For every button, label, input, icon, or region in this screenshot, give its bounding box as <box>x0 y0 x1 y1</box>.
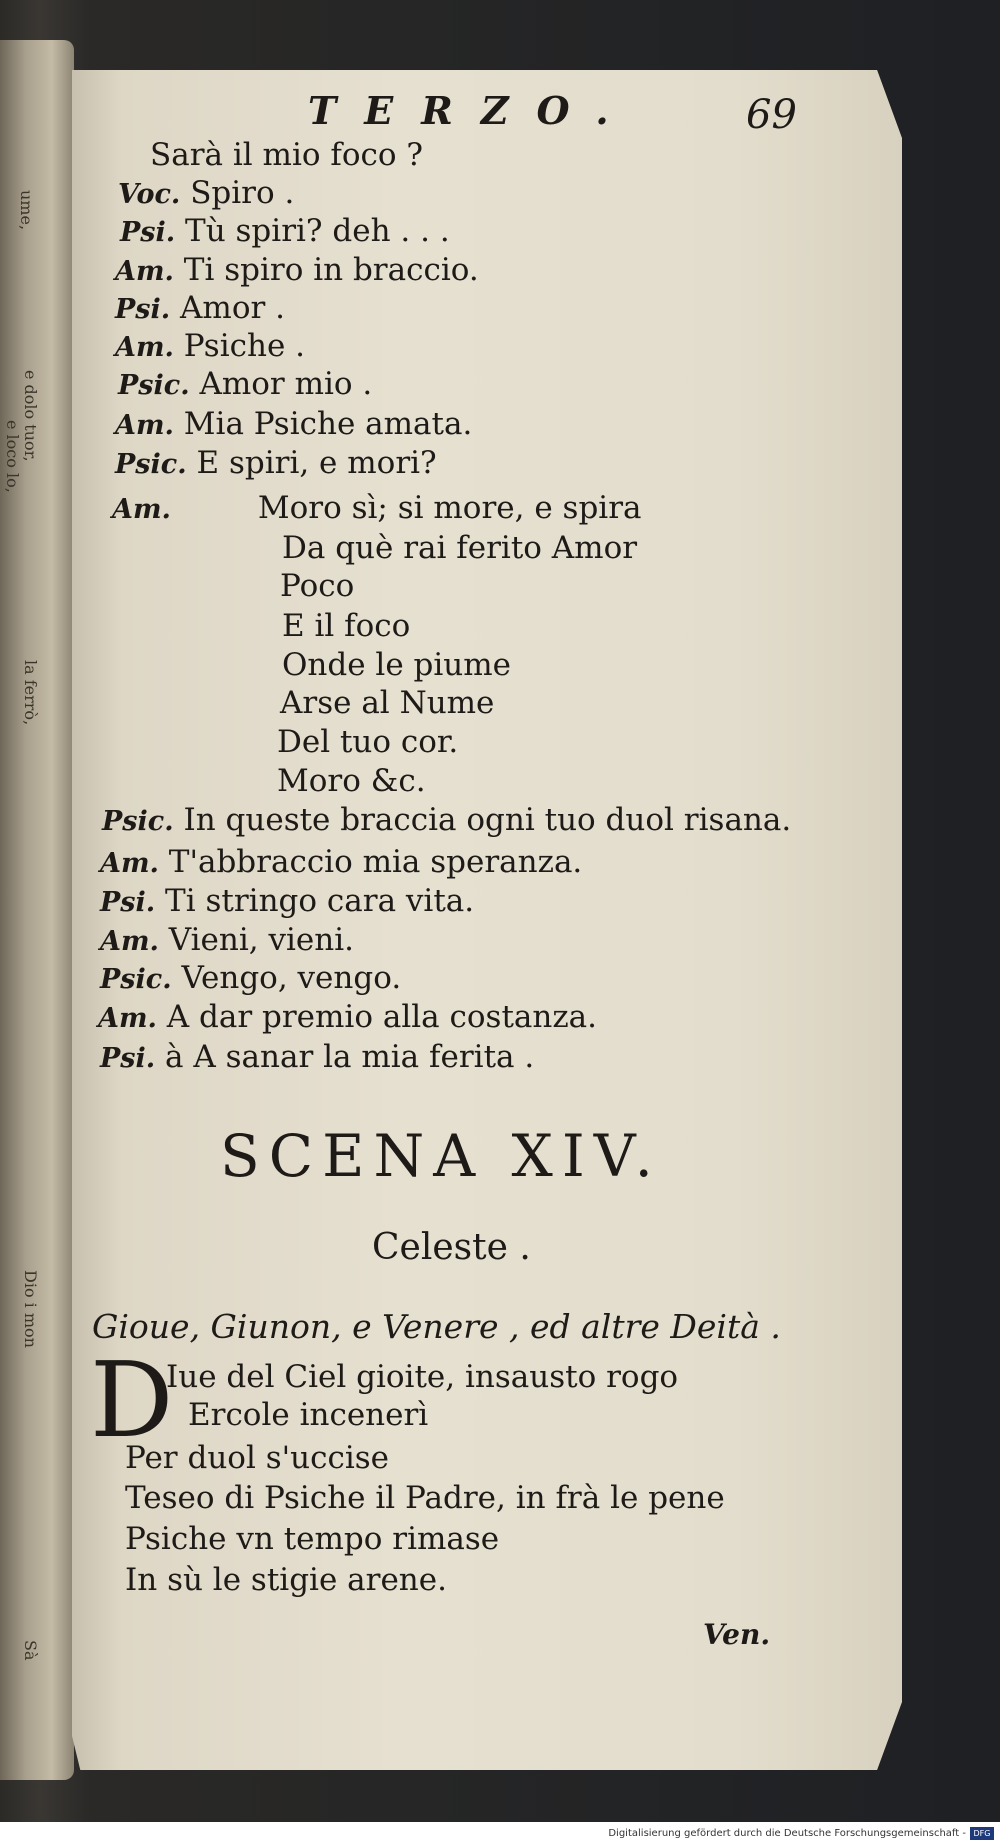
dialogue-text: Psiche . <box>183 328 306 364</box>
footer-bar <box>0 1822 1000 1846</box>
dialogue-line <box>115 252 479 288</box>
dialogue-line <box>100 844 583 880</box>
aria-line: Poco <box>280 568 355 604</box>
speaker-label: Am. <box>115 332 174 363</box>
dialogue-line <box>118 366 373 402</box>
dialogue-line <box>115 406 473 442</box>
prev-fragment: ume, <box>17 190 36 231</box>
speaker-label: Am. <box>98 1003 157 1034</box>
speaker-label: Psic. <box>115 449 187 480</box>
dialogue-line <box>118 175 295 211</box>
dialogue-text: Sarà il mio foco ? <box>150 137 424 173</box>
scene-cast: Gioue, Giunon, e Venere , ed altre Deità . <box>92 1307 781 1346</box>
dialogue-line <box>112 490 642 526</box>
catchword: Ven. <box>703 1618 771 1651</box>
prev-fragment: e loco lo, <box>3 420 22 493</box>
dialogue-text: Mia Psiche amata. <box>183 406 473 442</box>
scene-heading: SCENA XIV. <box>220 1122 662 1190</box>
dialogue-text: Vengo, vengo. <box>181 960 402 996</box>
dialogue-text: Amor . <box>180 290 286 326</box>
dialogue-text: A dar premio alla costanza. <box>166 999 598 1035</box>
aria-line: Del tuo cor. <box>277 724 459 760</box>
dialogue-line <box>102 802 792 838</box>
dialogue-text: E spiri, e mori? <box>196 445 437 481</box>
dialogue-text: Tù spiri? deh . . . <box>185 213 450 249</box>
aria-line: Moro &c. <box>277 763 426 799</box>
verse-line: In sù le stigie arene. <box>125 1562 447 1598</box>
prev-fragment: la ferrò, <box>21 660 40 726</box>
verse-line: Iue del Ciel gioite, insausto rogo <box>166 1359 679 1395</box>
dialogue-line <box>120 213 450 249</box>
running-title: TERZO. <box>308 88 637 133</box>
aria-line: Arse al Nume <box>280 685 495 721</box>
dialogue-line <box>98 999 598 1035</box>
speaker-label: Psi. <box>115 294 171 325</box>
dialogue-text: T'abbraccio mia speranza. <box>168 844 583 880</box>
dialogue-line <box>115 290 286 326</box>
dialogue-text: In queste braccia ogni tuo duol risana. <box>183 802 792 838</box>
speaker-label: Am. <box>100 926 159 957</box>
aria-line: Onde le piume <box>282 647 512 683</box>
dialogue-text: Ti spiro in braccio. <box>183 252 479 288</box>
dialogue-text: Vieni, vieni. <box>168 922 354 958</box>
speaker-label: Psic. <box>100 964 172 995</box>
scene-place: Celeste . <box>372 1227 531 1268</box>
drop-cap: D <box>90 1339 174 1461</box>
aria-line: E il foco <box>282 608 411 644</box>
dialogue-line <box>115 328 306 364</box>
dialogue-text: Moro sì; si more, e spira <box>257 490 642 526</box>
dialogue-line <box>100 960 402 996</box>
previous-page-edge <box>0 40 74 1780</box>
dialogue-text: Spiro . <box>190 175 295 211</box>
speaker-label: Psi. <box>120 217 176 248</box>
speaker-label: Psi. <box>100 1043 156 1074</box>
speaker-label: Am. <box>115 256 174 287</box>
footer-credit: Digitalisierung gefördert durch die Deutsche Forschungsgemeinschaft - <box>608 1828 966 1839</box>
aria-line: Da què rai ferito Amor <box>282 530 638 566</box>
prev-fragment: Dio i mon <box>21 1270 40 1348</box>
speaker-label: Psic. <box>118 370 190 401</box>
dialogue-line <box>100 922 354 958</box>
verse-line: Teseo di Psiche il Padre, in frà le pene <box>125 1480 725 1516</box>
dialogue-text: Ti stringo cara vita. <box>165 883 475 919</box>
dialogue-text: Amor mio . <box>199 366 373 402</box>
dialogue-line <box>100 1039 535 1075</box>
prev-fragment: Sà <box>21 1640 40 1661</box>
speaker-label: Am. <box>115 410 174 441</box>
dfg-logo: DFG <box>970 1827 994 1840</box>
speaker-label: Psi. <box>100 887 156 918</box>
prev-fragment: e dolo tuor, <box>21 370 40 462</box>
speaker-label: Voc. <box>118 179 181 210</box>
dialogue-line <box>100 883 475 919</box>
speaker-label: Psic. <box>102 806 174 837</box>
dialogue-line <box>115 445 437 481</box>
page-number: 69 <box>746 92 797 138</box>
verse-line: Per duol s'uccise <box>125 1440 390 1476</box>
speaker-label: Am. <box>112 494 171 525</box>
verse-line: Psiche vn tempo rimase <box>125 1521 500 1557</box>
verse-line: Ercole incenerì <box>188 1397 429 1433</box>
dialogue-text: à A sanar la mia ferita . <box>165 1039 535 1075</box>
dialogue-line <box>150 137 424 173</box>
speaker-label: Am. <box>100 848 159 879</box>
